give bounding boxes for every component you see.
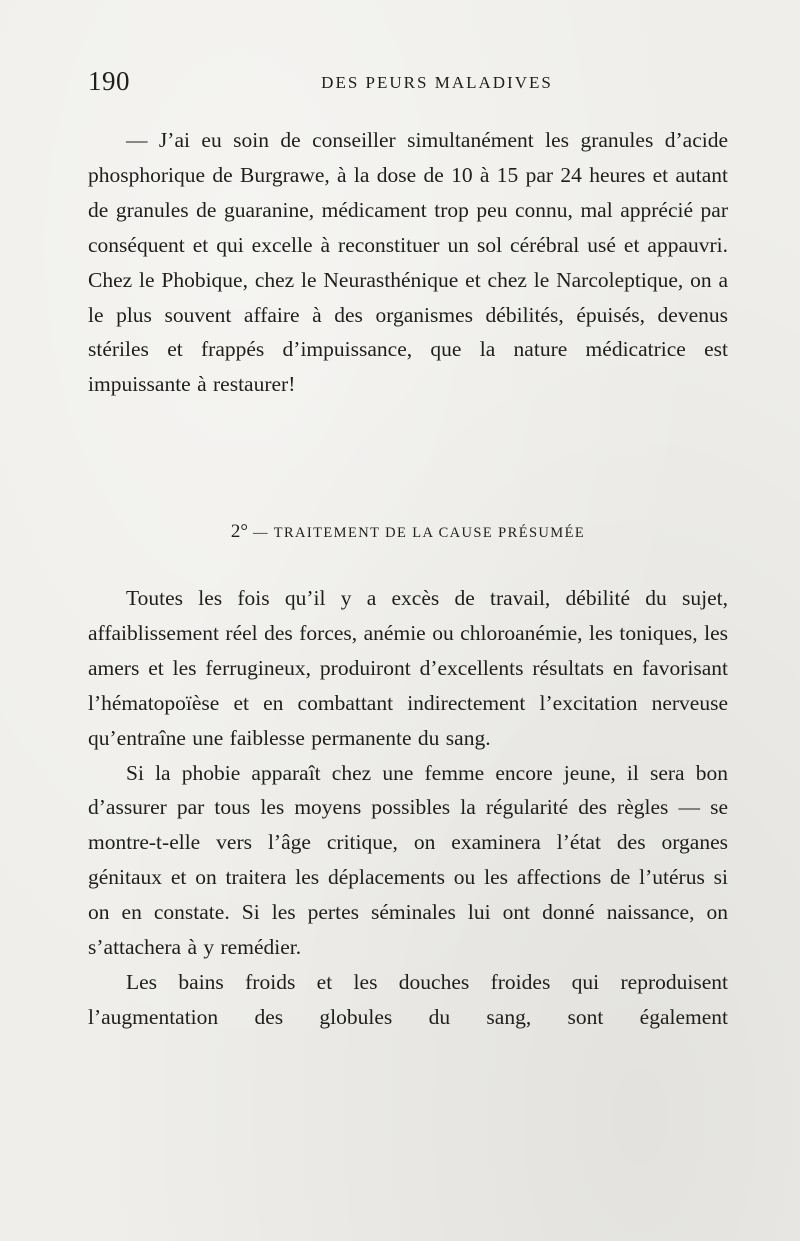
text-block-bottom [88,581,728,1035]
section-title: TRAITEMENT DE LA CAUSE PRÉSUMÉE [273,525,586,541]
text-block-top [88,123,728,402]
section-dash: — [253,525,269,541]
paragraph: Toutes les fois qu’il y a excès de travail, débilité du sujet, affaiblissement réel des forces, anémie ou chloroanémie, les toniques, les amers et les ferrugineux, produiront d’excellents résultats en favorisant l’hématopoïèse et en combattant indirectement l’excitation nerveuse qu’entraîne une faiblesse permanente du sang. [88,586,728,750]
page-header [88,66,728,106]
paragraph: Si la phobie apparaît chez une femme encore jeune, il sera bon d’assurer par tous les moyens possibles la régularité des règles — se montre-t-elle vers l’âge critique, on examinera l’état des organes génitaux et on traitera les déplacements ou les affections de l’utérus si on en constate. Si les pertes séminales lui ont donné naissance, on s’attachera à y remédier. [88,760,728,960]
running-title: DES PEURS MALADIVES [321,73,553,92]
page-number: 190 [88,66,130,96]
paragraph: Les bains froids et les douches froides qui reproduisent l’augmentation des globules du sang, sont également [88,969,728,1029]
section-number: 2° [230,521,248,542]
section-heading [88,521,728,543]
paragraph: — J’ai eu soin de conseiller simultanément les granules d’acide phosphorique de Burgrawe, à la dose de 10 à 15 par 24 heures et autant de granules de guaranine, médicament trop peu connu, mal apprécié par conséquent et qui excelle à reconstituer un sol cérébral usé et appauvri. Chez le Phobique, chez le Neurasthénique et chez le Narcoleptique, on a le plus souvent affaire à des organismes débilités, épuisés, devenus stériles et frappés d’impuissance, que la nature médicatrice est impuissante à restaurer! [88,128,728,397]
